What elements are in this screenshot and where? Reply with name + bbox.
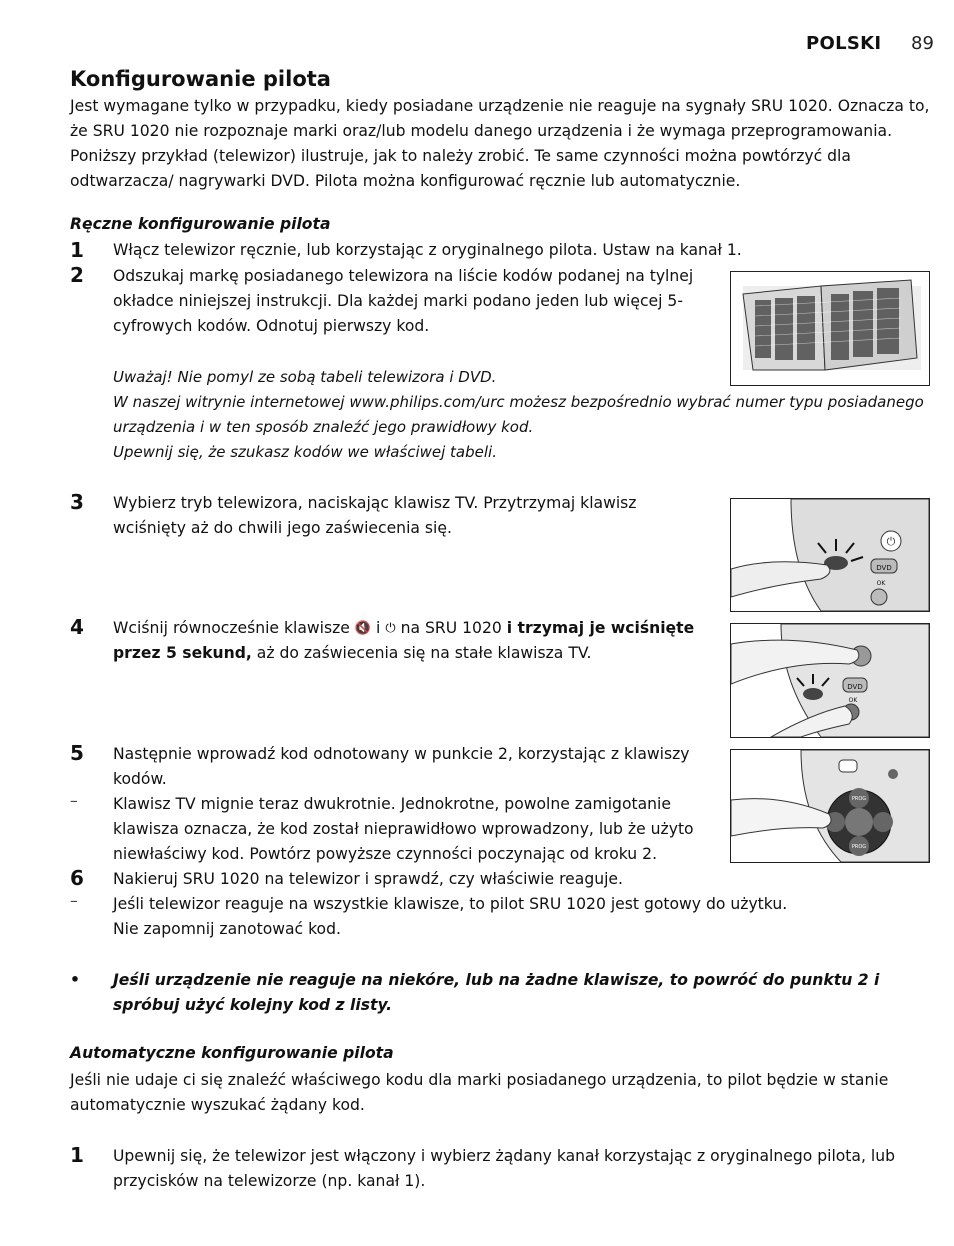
step-text — [113, 616, 713, 666]
ok-label: OK — [848, 697, 858, 704]
ok-label: OK — [876, 580, 886, 587]
intro-paragraph — [70, 94, 929, 194]
automatic-intro-line: Jeśli nie udaje ci się znaleźć właściwego kodu dla marki posiadanego urządzenia, to pilot będzie w stanie — [70, 1071, 889, 1089]
dash-line: klawisza oznacza, że kod został nieprawidłowo wprowadzony, lub że użyto — [113, 820, 694, 838]
press-two-keys-figure — [730, 623, 930, 738]
note-line: urządzenia i w ten sposób znaleźć jego prawidłowy kod. — [113, 418, 534, 436]
remote-keypad-figure — [730, 749, 930, 863]
dash-line: Nie zapomnij zanotować kod. — [113, 920, 341, 938]
bullet-line: spróbuj użyć kolejny kod z listy. — [113, 996, 393, 1014]
automatic-intro — [70, 1068, 888, 1118]
dash-line: Klawisz TV mignie teraz dwukrotnie. Jednokrotne, powolne zamigotanie — [113, 795, 671, 813]
step-number: 3 — [70, 490, 84, 514]
dash-line: niewłaściwy kod. Powtórz powyższe czynności poczynając od kroku 2. — [113, 845, 658, 863]
mute-icon: 🔇 — [354, 621, 372, 636]
dash-marker: – — [70, 792, 78, 810]
automatic-intro-line: automatycznie wyszukać żądany kod. — [70, 1096, 365, 1114]
step-line: Upewnij się, że telewizor jest włączony i wybierz żądany kanał korzystając z oryginalnego pilota, lub — [113, 1147, 896, 1165]
dvd-label: DVD — [876, 564, 892, 572]
step-line: Następnie wprowadź kod odnotowany w punkcie 2, korzystając z klawiszy — [113, 745, 690, 763]
manual-heading: Ręczne konfigurowanie pilota — [70, 215, 331, 233]
step-text — [113, 264, 693, 339]
header-language: POLSKI — [806, 33, 882, 54]
dvd-label: DVD — [847, 683, 863, 691]
dash-line: Jeśli telewizor reaguje na wszystkie klawisze, to pilot SRU 1020 jest gotowy do użytku. — [113, 895, 788, 913]
step4-and: i — [376, 619, 381, 637]
step-number: 2 — [70, 263, 84, 287]
step4-text-part: aż do zaświecenia się na stałe klawisza TV. — [256, 644, 592, 662]
bullet-marker: • — [70, 971, 80, 989]
step4-text-part: na SRU 1020 — [400, 619, 502, 637]
bullet-line: Jeśli urządzenie nie reaguje na niekóre, lub na żadne klawisze, to powróć do punktu 2 i — [113, 971, 880, 989]
automatic-heading: Automatyczne konfigurowanie pilota — [70, 1044, 394, 1062]
prog-label: PROG — [851, 844, 867, 850]
intro-line: że SRU 1020 nie rozpoznaje marki oraz/lub modelu danego urządzenia i że wymaga przeprogramowania. — [70, 122, 893, 140]
note-line: Uważaj! Nie pomyl ze sobą tabeli telewizora i DVD. — [113, 368, 497, 386]
remote-keypad-illustration — [731, 750, 929, 862]
remote-press-illustration — [731, 499, 929, 611]
step-line: okładce niniejszej instrukcji. Dla każdej marki podano jeden lub więcej 5- — [113, 292, 683, 310]
prog-label: PROG — [851, 796, 867, 802]
step-line: przycisków na telewizorze (np. kanał 1). — [113, 1172, 426, 1190]
step-line: kodów. — [113, 770, 167, 788]
intro-line: Poniższy przykład (telewizor) ilustruje, jak to należy zrobić. Te same czynności można powtórzyć dla — [70, 147, 851, 165]
note-line: Upewnij się, że szukasz kodów we właściwej tabeli. — [113, 443, 497, 461]
step-line: cyfrowych kodów. Odnotuj pierwszy kod. — [113, 317, 430, 335]
step-text: Nakieruj SRU 1020 na telewizor i sprawdź, czy właściwie reaguje. — [113, 870, 623, 888]
step-number: 5 — [70, 741, 84, 765]
step-line: wciśnięty aż do chwili jego zaświecenia się. — [113, 519, 452, 537]
notes-block — [113, 365, 924, 465]
step-number: 6 — [70, 866, 84, 890]
step-number: 1 — [70, 1143, 84, 1167]
page-title: Konfigurowanie pilota — [70, 67, 331, 91]
step-text — [113, 742, 690, 792]
page-number: 89 — [911, 33, 934, 54]
step4-text-part: Wciśnij równocześnie klawisze — [113, 619, 350, 637]
press-tv-key-figure — [730, 498, 930, 612]
step-text — [113, 491, 637, 541]
dash-marker: – — [70, 892, 78, 910]
dash-text — [113, 792, 694, 867]
intro-line: odtwarzacza/ nagrywarki DVD. Pilota można konfigurować ręcznie lub automatycznie. — [70, 172, 741, 190]
step4-bold-text: przez 5 sekund, — [113, 644, 252, 662]
svg-text:⏻: ⏻ — [886, 535, 896, 548]
step-line: Wybierz tryb telewizora, naciskając klawisz TV. Przytrzymaj klawisz — [113, 494, 637, 512]
step-text: Włącz telewizor ręcznie, lub korzystając z oryginalnego pilota. Ustaw na kanał 1. — [113, 241, 742, 259]
two-finger-press-illustration — [731, 624, 929, 737]
dash-text — [113, 892, 787, 942]
step-text — [113, 1144, 895, 1194]
note-line: W naszej witrynie internetowej www.philips.com/urc możesz bezpośrednio wybrać numer typu posiadanego — [113, 393, 924, 411]
step-number: 1 — [70, 238, 84, 262]
step4-bold-text: i trzymaj je wciśnięte — [506, 619, 695, 637]
power-icon: ⏻ — [385, 621, 396, 636]
step-line: Odszukaj markę posiadanego telewizora na liście kodów podanej na tylnej — [113, 267, 694, 285]
bullet-text — [113, 968, 879, 1018]
intro-line: Jest wymagane tylko w przypadku, kiedy posiadane urządzenie nie reaguje na sygnały SRU 1020. Oznacza to, — [70, 97, 930, 115]
step-number: 4 — [70, 615, 84, 639]
